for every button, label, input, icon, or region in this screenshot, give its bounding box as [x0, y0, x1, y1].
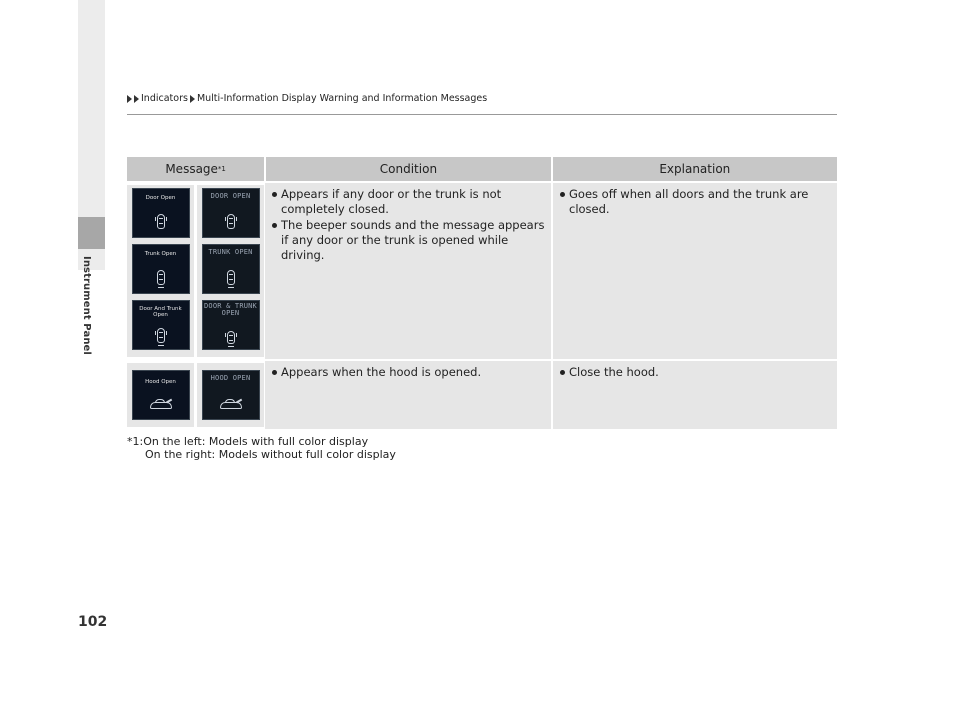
- footnote-line: *1:On the left: Models with full color display: [127, 435, 369, 448]
- condition-item: The beeper sounds and the message appears if any door or the trunk is opened while driving.: [271, 218, 545, 263]
- explanation-item: Goes off when all doors and the trunk are closed.: [559, 187, 831, 217]
- messages-table: [127, 157, 837, 429]
- display-image: DOOR OPEN: [202, 188, 260, 238]
- explanation-cell: [551, 183, 837, 359]
- display-image: Door And Trunk Open: [132, 300, 190, 350]
- header-explanation: Explanation: [551, 157, 837, 181]
- footnote-line: On the right: Models without full color display: [145, 448, 396, 461]
- message-images: [127, 183, 265, 359]
- mono-display-images: [197, 185, 264, 357]
- condition-cell: [265, 183, 551, 359]
- footnote: [127, 435, 396, 461]
- breadcrumb-item[interactable]: Multi-Information Display Warning and Information Messages: [196, 93, 488, 104]
- display-image: DOOR & TRUNK OPEN: [202, 300, 260, 350]
- header-message: Message *1: [165, 162, 226, 176]
- display-image: Hood Open: [132, 370, 190, 420]
- display-image: HOOD OPEN: [202, 370, 260, 420]
- display-image: TRUNK OPEN: [202, 244, 260, 294]
- mono-display-images: [197, 363, 264, 427]
- display-image: Trunk Open: [132, 244, 190, 294]
- chevron-right-icon: [190, 95, 195, 103]
- chevron-right-icon: [127, 95, 132, 103]
- header-condition: Condition: [264, 157, 550, 181]
- message-images: [127, 361, 265, 429]
- table-header: [127, 157, 837, 181]
- table-row: [127, 361, 837, 429]
- table-row: [127, 183, 837, 359]
- condition-item: Appears when the hood is opened.: [271, 365, 545, 380]
- color-display-images: [127, 363, 194, 427]
- condition-cell: [265, 361, 551, 429]
- explanation-item: Close the hood.: [559, 365, 831, 380]
- header-rule: [127, 114, 837, 115]
- condition-item: Appears if any door or the trunk is not completely closed.: [271, 187, 545, 217]
- breadcrumb-item[interactable]: Indicators: [141, 93, 188, 104]
- page-number: 102: [78, 614, 108, 630]
- color-display-images: [127, 185, 194, 357]
- chevron-right-icon: [134, 95, 139, 103]
- section-tab-label: Instrument Panel: [81, 256, 92, 355]
- section-tab-marker: [78, 217, 105, 249]
- display-image: Door Open: [132, 188, 190, 238]
- breadcrumb: [127, 93, 487, 104]
- explanation-cell: [551, 361, 837, 429]
